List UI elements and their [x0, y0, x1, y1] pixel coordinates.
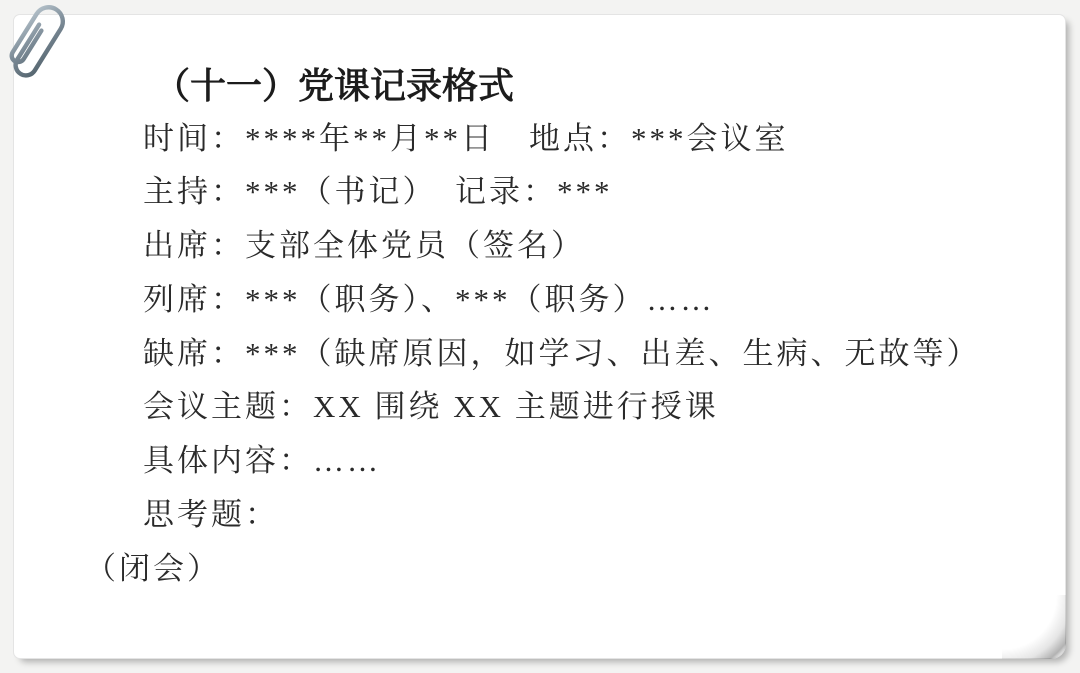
line-absentees: 缺席：***（缺席原因，如学习、出差、生病、无故等） — [143, 335, 981, 371]
line-time-location: 时间：****年**月**日 地点：***会议室 — [143, 120, 789, 156]
paper-sheet — [13, 14, 1066, 659]
line-observers: 列席：***（职务）、***（职务）…… — [143, 281, 715, 317]
line-attendees: 出席：支部全体党员（签名） — [143, 228, 585, 263]
line-content: 具体内容：…… — [143, 443, 381, 478]
document-body — [85, 112, 981, 596]
line-meeting-topic: 会议主题：XX 围绕 XX 主题进行授课 — [143, 389, 719, 425]
page-curl — [1002, 595, 1066, 659]
line-closing: （闭会） — [85, 550, 221, 586]
document-title: （十一）党课记录格式 — [154, 65, 515, 106]
line-host-recorder: 主持：***（书记） 记录：*** — [143, 174, 613, 210]
line-questions: 思考题： — [143, 496, 279, 532]
